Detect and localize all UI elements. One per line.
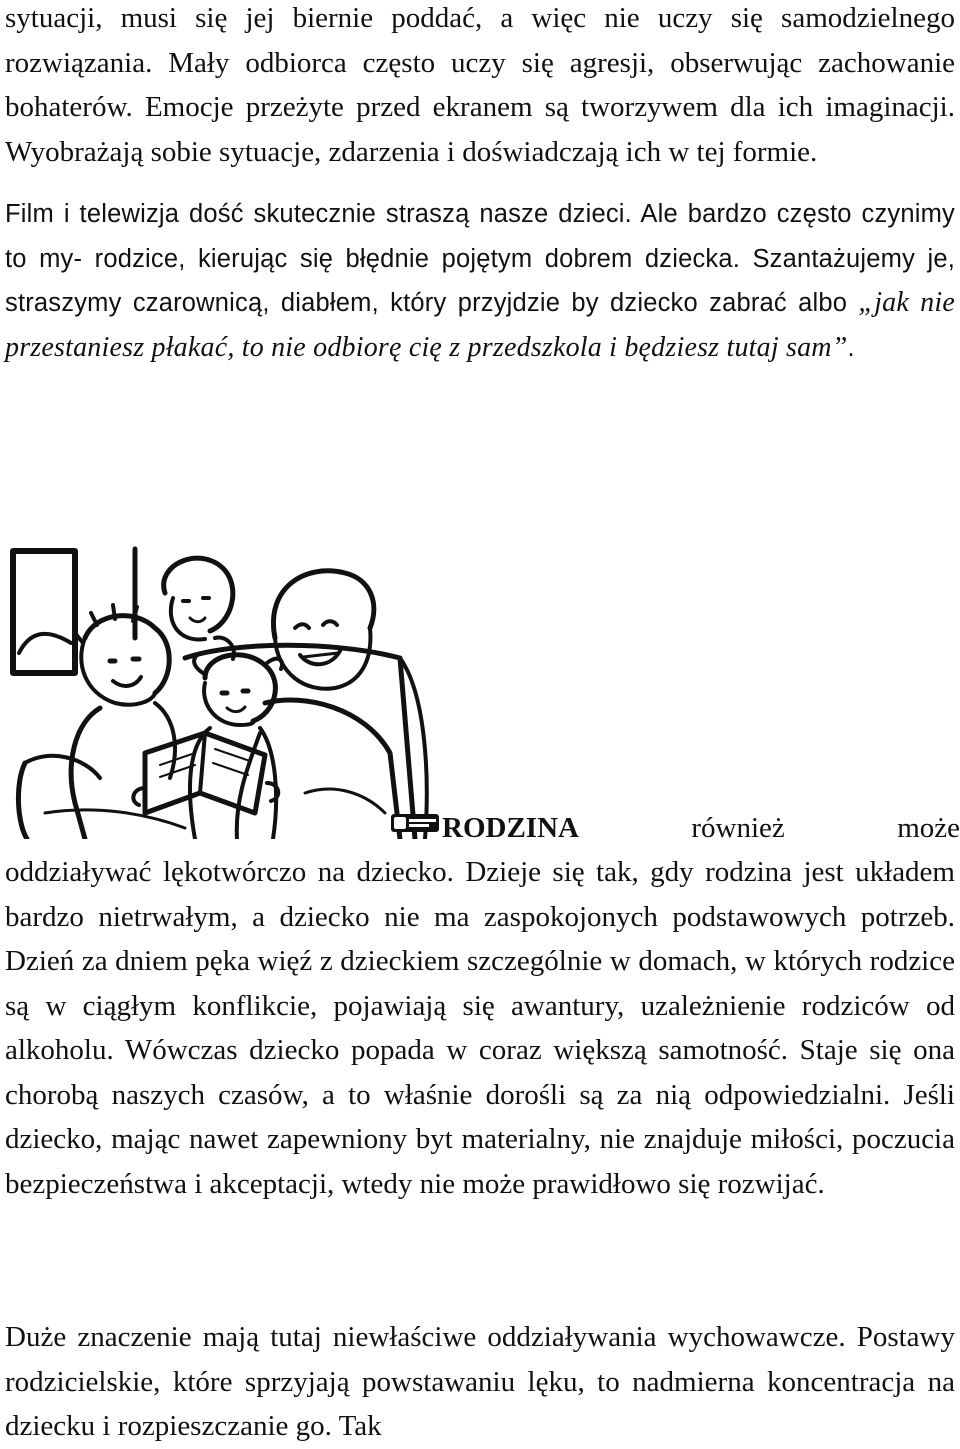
paragraph-parents-scaring-text: Film i telewizja dość skutecznie straszą nasze dzieci. Ale bardzo często czynimy to my- rodzice, kierując się błędnie pojętym dobrem dziecka. Szantażujemy je, straszymy czarownicą, diabłem, który przyjdzie by dziecko zabrać albo (5, 200, 955, 317)
paragraph-family-anxiety: oddziaływać lękotwórczo na dziecko. Dzieje się tak, gdy rodzina jest układem bardzo nietrwałym, a dziecko nie ma zaspokojonych podstawowych potrzeb. Dzień za dniem pęka więź z dzieckiem szczególnie w domach, w których rodzice są w ciągłym konflikcie, pojawiają się awantury, uzależnienie rodziców od alkoholu. Wówczas dziecko popada w coraz większą samotność. Staje się ona chorobą naszych czasów, a to właśnie dorośli są za nią odpowiedzialni. Jeśli dziecko, mając nawet zapewniony byt materialny, nie znajduje miłości, poczucia bezpieczeństwa i akceptacji, wtedy nie może prawidłowo się rozwijać. (5, 856, 955, 1200)
document-page (5, 0, 960, 1442)
rodzina-word: RODZINA (442, 812, 579, 844)
dibujos-logo (390, 812, 440, 834)
paragraph-parents-scaring (5, 192, 955, 370)
italic-quote: „jak nie przestaniesz płakać, to nie odbiorę cię z przedszkola i będziesz tutaj sam” (5, 287, 955, 363)
rodzina-word-3: może (897, 812, 960, 844)
quote-end: . (847, 333, 855, 362)
rodzina-heading-line (442, 806, 960, 851)
family-reading-illustration (5, 543, 445, 839)
paragraph-media-influence: sytuacji, musi się jej biernie poddać, a więc nie uczy się samodzielnego rozwiązania. Mały odbiorca często uczy się agresji, obserwując zachowanie bohaterów. Emocje przeżyte przed ekranem są tworzywem dla ich imaginacji. Wyobrażają sobie sytuacje, zdarzenia i doświadczają ich w tej formie. (5, 2, 955, 168)
paragraph-upbringing: Duże znaczenie mają tutaj niewłaściwe oddziaływania wychowawcze. Postawy rodzicielskie, które sprzyjają powstawaniu lęku, to nadmierna koncentracja na dziecku i rozpieszczanie go. Tak (5, 1321, 955, 1442)
rodzina-word-2: również (691, 812, 785, 844)
paragraph-upbringing-wrap (5, 1315, 955, 1449)
